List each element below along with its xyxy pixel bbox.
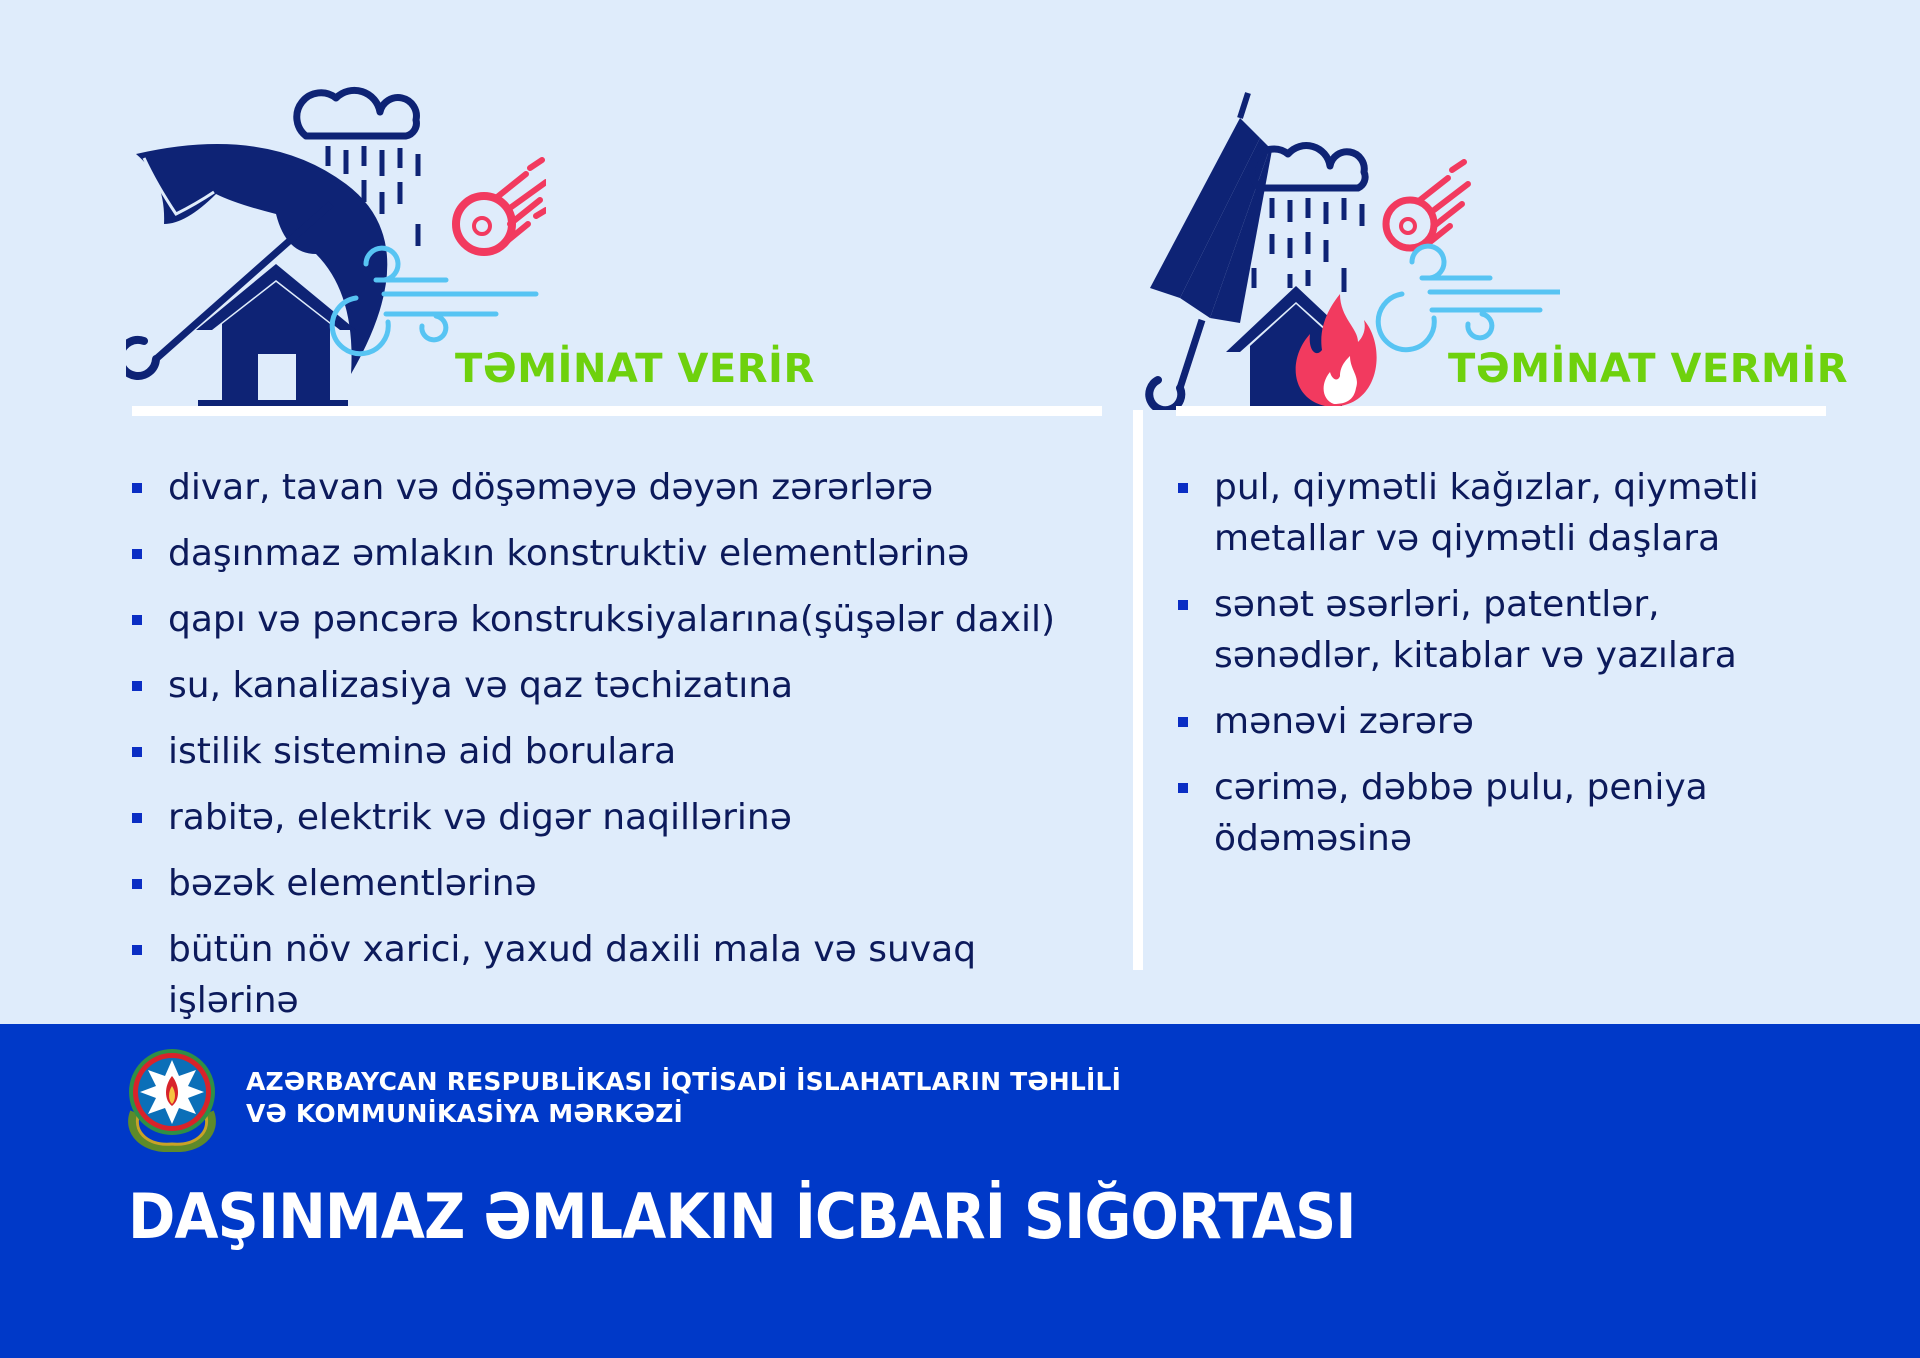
list-item: qapı və pəncərə konstruksiyalarına(şüşələr daxil) <box>130 594 1110 645</box>
column-separator <box>1133 410 1143 970</box>
list-item: pul, qiymətli kağızlar, qiymətli metallar və qiymətli daşlara <box>1176 462 1896 564</box>
meteor-icon <box>1386 162 1468 248</box>
bullet-icon <box>132 813 142 823</box>
bullet-icon <box>1178 717 1188 727</box>
azerbaijan-emblem-icon <box>124 1042 220 1152</box>
bullet-icon <box>132 615 142 625</box>
covered-list <box>130 462 1110 1041</box>
bullet-icon <box>1178 483 1188 493</box>
list-item: rabitə, elektrik və digər naqillərinə <box>130 792 1110 843</box>
list-item: mənəvi zərərə <box>1176 696 1896 747</box>
list-item: daşınmaz əmlakın konstruktiv elementlərinə <box>130 528 1110 579</box>
covered-heading: TƏMİNAT VERİR <box>455 346 815 392</box>
list-item: istilik sisteminə aid borulara <box>130 726 1110 777</box>
organization-name: AZƏRBAYCAN RESPUBLİKASI İQTİSADİ İSLAHATLARIN TƏHLİLİ VƏ KOMMUNİKASİYA MƏRKƏZİ <box>246 1067 1122 1128</box>
covered-divider <box>132 406 1102 416</box>
meteor-icon <box>456 160 546 252</box>
bullet-icon <box>132 747 142 757</box>
bullet-icon <box>1178 783 1188 793</box>
list-item: cərimə, dəbbə pulu, peniya ödəməsinə <box>1176 762 1896 864</box>
wind-icon <box>1378 246 1560 350</box>
list-item: su, kanalizasiya və qaz təchizatına <box>130 660 1110 711</box>
bullet-icon <box>132 483 142 493</box>
bullet-icon <box>132 945 142 955</box>
bullet-icon <box>132 549 142 559</box>
bullet-icon <box>1178 600 1188 610</box>
bullet-icon <box>132 879 142 889</box>
list-item: bəzək elementlərinə <box>130 858 1110 909</box>
list-item: bütün növ xarici, yaxud daxili mala və suvaq işlərinə <box>130 924 1110 1026</box>
page-title: DAŞINMAZ ƏMLAKIN İCBARİ SIĞORTASI <box>128 1180 1356 1253</box>
list-item: sənət əsərləri, patentlər, sənədlər, kitablar və yazılara <box>1176 579 1896 681</box>
bullet-icon <box>132 681 142 691</box>
rain-cloud-icon <box>1252 146 1365 292</box>
list-item: divar, tavan və döşəməyə dəyən zərərlərə <box>130 462 1110 513</box>
not-covered-heading: TƏMİNAT VERMİR <box>1448 346 1849 392</box>
not-covered-divider <box>1176 406 1826 416</box>
not-covered-list <box>1176 462 1896 879</box>
